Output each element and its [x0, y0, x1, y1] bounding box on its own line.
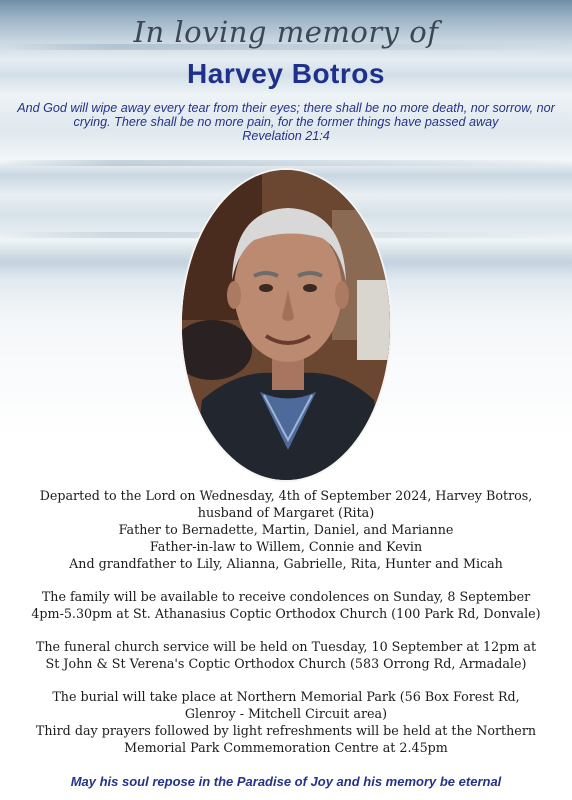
- burial-line: The burial will take place at Northern Memorial Park (56 Box Forest Rd,: [52, 689, 520, 704]
- notice-text: [10, 487, 562, 756]
- deceased-name: Harvey Botros: [187, 58, 385, 89]
- scripture-verse: [14, 101, 558, 143]
- notice-line: husband of Margaret (Rita): [197, 505, 375, 520]
- portrait-photo: [180, 168, 392, 482]
- notice-line: Father-in-law to Willem, Connie and Kevin: [149, 539, 423, 554]
- memorial-title: In loving memory of: [133, 15, 439, 49]
- verse-reference: Revelation 21:4: [242, 129, 330, 143]
- funeral-line: The funeral church service will be held on Tuesday, 10 September at 12pm at: [35, 639, 537, 654]
- burial-line: Memorial Park Commemoration Centre at 2.45pm: [124, 740, 448, 755]
- burial-line: Third day prayers followed by light refreshments will be held at the Northern: [35, 723, 537, 738]
- burial-line: Glenroy - Mitchell Circuit area): [184, 706, 388, 721]
- header: [0, 10, 572, 90]
- funeral-line: St John & St Verena's Coptic Orthodox Church (583 Orrong Rd, Armadale): [45, 656, 527, 671]
- condolences-line: 4pm-5.30pm at St. Athanasius Coptic Orthodox Church (100 Park Rd, Donvale): [31, 606, 541, 621]
- watercolor-stroke: [0, 160, 572, 166]
- closing-blessing: May his soul repose in the Paradise of Joy and his memory be eternal: [70, 774, 502, 789]
- notice-line: Departed to the Lord on Wednesday, 4th of September 2024, Harvey Botros,: [39, 488, 533, 503]
- notice-line: And grandfather to Lily, Alianna, Gabrielle, Rita, Hunter and Micah: [69, 556, 503, 571]
- condolences-line: The family will be available to receive condolences on Sunday, 8 September: [41, 589, 531, 604]
- notice-line: Father to Bernadette, Martin, Daniel, and Marianne: [118, 522, 454, 537]
- verse-text: And God will wipe away every tear from their eyes; there shall be no more death, nor sorrow, nor crying. There shall be no more pain, for the former things have passed away: [17, 101, 555, 129]
- portrait-illustration: [182, 170, 392, 482]
